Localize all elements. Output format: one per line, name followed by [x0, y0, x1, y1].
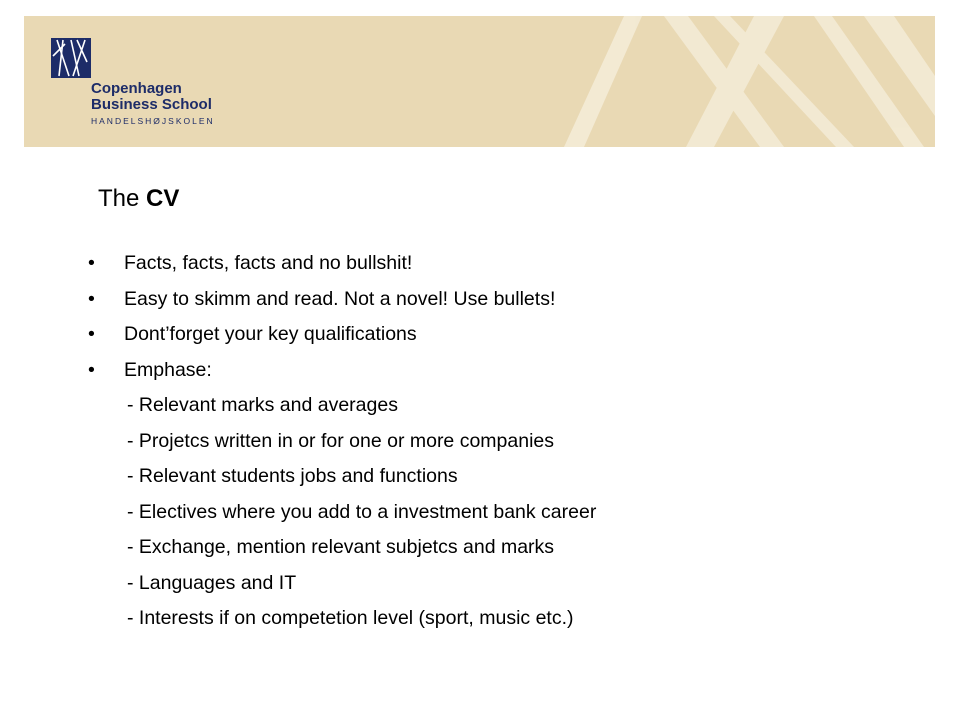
cbs-logo [51, 38, 281, 147]
bullet-text: Emphase: [124, 358, 212, 381]
bullet-item [88, 317, 908, 353]
logo-line-handelshojskolen: HANDELSHØJSKOLEN [91, 116, 215, 126]
cbs-logo-icon [51, 38, 91, 78]
sub-item: - Projetcs written in or for one or more companies [127, 429, 555, 452]
bullet-text: Easy to skimm and read. Not a novel! Use bullets! [124, 287, 556, 310]
sub-item: - Electives where you add to a investment bank career [127, 500, 597, 523]
bullet-item [88, 353, 908, 389]
sub-item: - Exchange, mention relevant subjetcs and marks [127, 536, 555, 558]
bullet-text: Dont’forget your key qualifications [124, 323, 417, 345]
header-banner [24, 16, 935, 147]
slide-content [88, 246, 908, 637]
bullet-icon: • [88, 287, 95, 310]
title-prefix: The [98, 185, 147, 212]
sub-item: - Relevant marks and averages [127, 394, 398, 416]
bullet-icon: • [88, 323, 95, 345]
title-strong: CV [146, 185, 180, 212]
bullet-text: Facts, facts, facts and no bullshit! [124, 252, 413, 274]
sub-item: - Languages and IT [127, 571, 297, 594]
logo-line-copenhagen: Copenhagen [91, 80, 182, 97]
bullet-item [88, 246, 908, 282]
slide-title [98, 185, 179, 213]
sub-item: - Relevant students jobs and functions [127, 465, 458, 487]
bullet-icon: • [88, 358, 95, 381]
bullet-item [88, 282, 908, 318]
bullet-icon: • [88, 252, 95, 274]
logo-line-business-school: Business School [91, 96, 212, 113]
sub-item: - Interests if on competetion level (sport, music etc.) [127, 607, 574, 629]
